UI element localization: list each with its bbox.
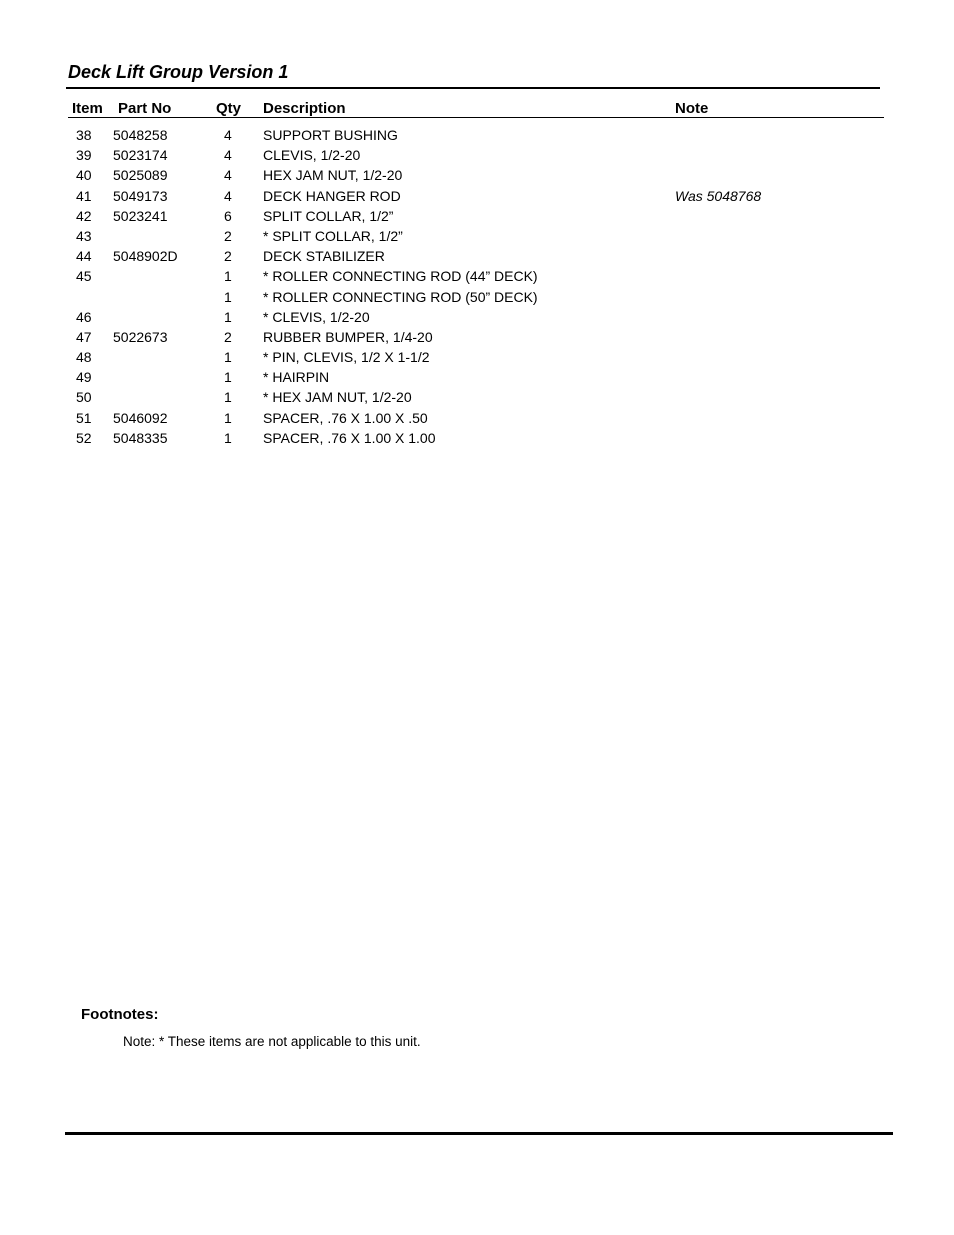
item-number: 49: [76, 369, 92, 386]
description: HEX JAM NUT, 1/2-20: [263, 167, 403, 184]
quantity: 4: [224, 167, 232, 184]
description: SPACER, .76 X 1.00 X .50: [263, 409, 428, 426]
quantity: 4: [224, 187, 232, 204]
description: * PIN, CLEVIS, 1/2 X 1-1/2: [263, 349, 430, 366]
part-number: 5046092: [113, 409, 168, 426]
header-description: Description: [263, 100, 346, 117]
description: SPLIT COLLAR, 1/2”: [263, 207, 394, 224]
description: * CLEVIS, 1/2-20: [263, 308, 370, 325]
part-number: 5048902D: [113, 248, 178, 265]
item-number: 44: [76, 248, 92, 265]
table-row: [0, 307, 954, 327]
item-number: 46: [76, 308, 92, 325]
table-row: [0, 226, 954, 246]
item-number: 51: [76, 409, 92, 426]
header-part-no: Part No: [118, 100, 172, 117]
table-row: [0, 287, 954, 307]
part-number: 5022673: [113, 328, 168, 345]
table-row: [0, 367, 954, 387]
parts-table-body: [0, 125, 954, 448]
header-qty: Qty: [216, 100, 242, 117]
quantity: 1: [224, 409, 232, 426]
part-number: 5023241: [113, 207, 168, 224]
part-number: 5048335: [113, 429, 168, 446]
part-number: 5025089: [113, 167, 168, 184]
item-number: 41: [76, 187, 92, 204]
quantity: 6: [224, 207, 232, 224]
description: SPACER, .76 X 1.00 X 1.00: [263, 429, 436, 446]
table-row: [0, 347, 954, 367]
item-number: 45: [76, 268, 92, 285]
description: * HAIRPIN: [263, 369, 330, 386]
header-item: Item: [72, 100, 103, 117]
quantity: 1: [224, 389, 232, 406]
description: CLEVIS, 1/2-20: [263, 147, 361, 164]
description: RUBBER BUMPER, 1/4-20: [263, 328, 433, 345]
part-number: 5049173: [113, 187, 168, 204]
item-number: 42: [76, 207, 92, 224]
quantity: 1: [224, 349, 232, 366]
item-number: 43: [76, 227, 92, 244]
table-row: [0, 206, 954, 226]
part-number: 5048258: [113, 127, 168, 143]
footer-divider: [65, 1132, 893, 1135]
quantity: 1: [224, 288, 232, 305]
footnote-text: Note: * These items are not applicable to this unit.: [123, 1034, 421, 1049]
description: * ROLLER CONNECTING ROD (44” DECK): [263, 268, 538, 285]
description: DECK HANGER ROD: [263, 187, 401, 204]
header-divider: [68, 117, 884, 118]
description: * SPLIT COLLAR, 1/2”: [263, 227, 403, 244]
table-row: [0, 246, 954, 266]
table-row: [0, 145, 954, 165]
quantity: 2: [224, 328, 232, 345]
table-row: [0, 165, 954, 185]
item-number: 39: [76, 147, 92, 164]
header-note: Note: [675, 100, 709, 117]
quantity: 1: [224, 369, 232, 386]
description: SUPPORT BUSHING: [263, 127, 398, 143]
quantity: 2: [224, 248, 232, 265]
part-number: 5023174: [113, 147, 168, 164]
item-number: 47: [76, 328, 92, 345]
quantity: 1: [224, 268, 232, 285]
quantity: 4: [224, 147, 232, 164]
item-number: 48: [76, 349, 92, 366]
description: DECK STABILIZER: [263, 248, 385, 265]
item-number: 38: [76, 127, 92, 143]
note: Was 5048768: [675, 187, 762, 204]
quantity: 1: [224, 429, 232, 446]
table-row: [0, 266, 954, 286]
table-row: [0, 125, 954, 145]
item-number: 40: [76, 167, 92, 184]
footnotes-title: Footnotes:: [81, 1006, 159, 1023]
table-row: [0, 186, 954, 206]
title-divider: [66, 87, 880, 89]
description: * ROLLER CONNECTING ROD (50” DECK): [263, 288, 538, 305]
table-row: [0, 327, 954, 347]
table-row: [0, 408, 954, 428]
table-row: [0, 387, 954, 407]
quantity: 4: [224, 127, 232, 143]
page-title: Deck Lift Group Version 1: [68, 62, 289, 82]
quantity: 2: [224, 227, 232, 244]
quantity: 1: [224, 308, 232, 325]
item-number: 50: [76, 389, 92, 406]
description: * HEX JAM NUT, 1/2-20: [263, 389, 412, 406]
table-row: [0, 428, 954, 448]
item-number: 52: [76, 429, 92, 446]
